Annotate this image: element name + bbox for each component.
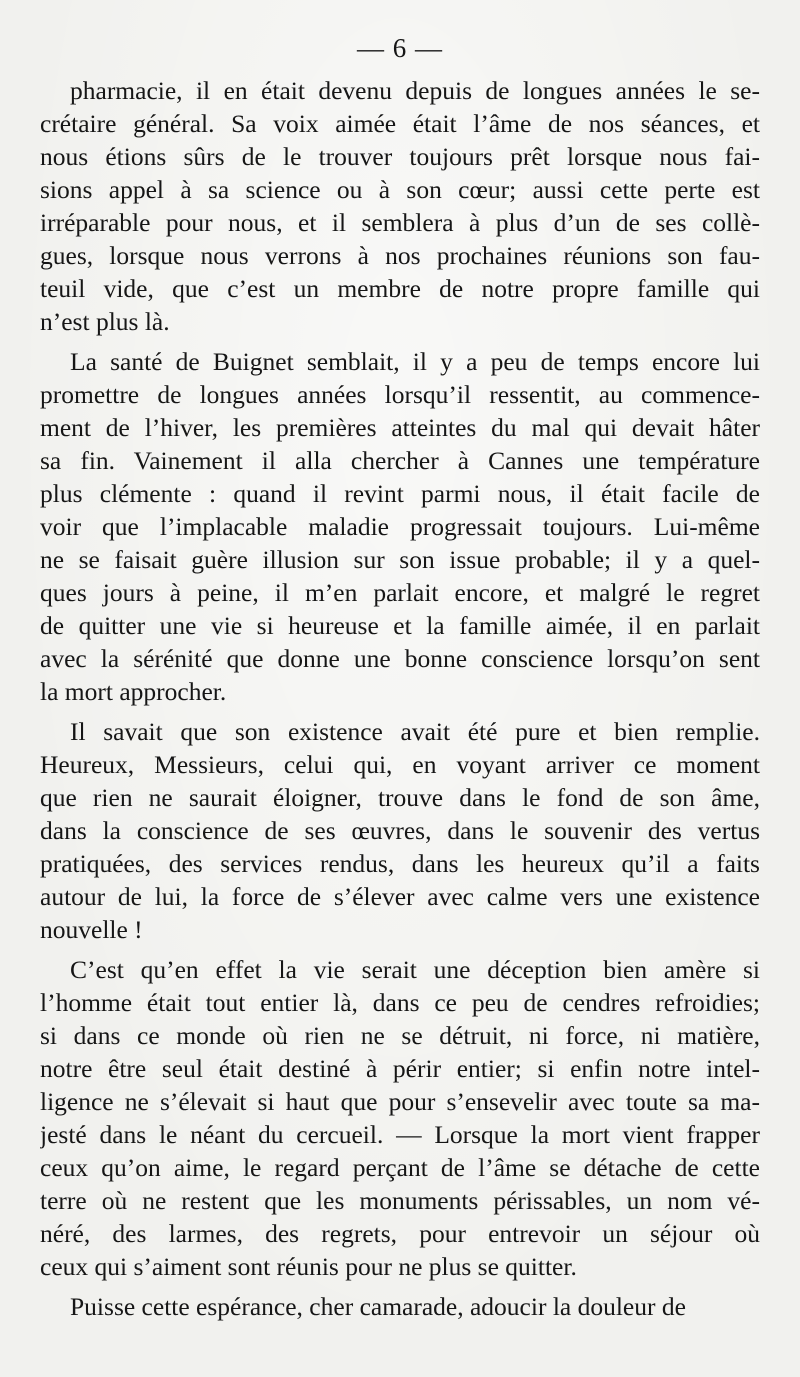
text-line: C’est qu’en effet la vie serait une déception bien amère si (70, 955, 760, 984)
text-line: sa fin. Vainement il alla chercher à Cannes une température (40, 446, 760, 475)
paragraph (40, 74, 760, 338)
text-line: Puisse cette espérance, cher camarade, adoucir la douleur de (70, 1292, 686, 1321)
text-line: La santé de Buignet semblait, il y a peu de temps encore lui (70, 347, 760, 376)
text-line: ceux qui s’aiment sont réunis pour ne plus se quitter. (40, 1252, 577, 1281)
text-line: autour de lui, la force de s’élever avec calme vers une existence (40, 882, 760, 911)
text-line: pharmacie, il en était devenu depuis de longues années le se- (70, 76, 760, 105)
text-line: n’est plus là. (40, 307, 170, 336)
text-line: la mort approcher. (40, 677, 227, 706)
text-line: terre où ne restent que les monuments périssables, un nom vé- (40, 1186, 760, 1215)
text-line: plus clémente : quand il revint parmi nous, il était facile de (40, 479, 760, 508)
text-line: ne se faisait guère illusion sur son issue probable; il y a quel- (40, 545, 760, 574)
paragraph (40, 1290, 760, 1323)
text-line: que rien ne saurait éloigner, trouve dans le fond de son âme, (40, 783, 760, 812)
text-line: pratiquées, des services rendus, dans les heureux qu’il a faits (40, 849, 760, 878)
page-number: — 6 — (357, 33, 443, 63)
paragraph (40, 715, 760, 946)
body-text (40, 74, 760, 1323)
text-line: Il savait que son existence avait été pure et bien remplie. (70, 717, 760, 746)
text-line: nouvelle ! (40, 915, 143, 944)
paragraph (40, 345, 760, 708)
text-line: avec la sérénité que donne une bonne conscience lorsqu’on sent (40, 644, 760, 673)
paragraph-gap (40, 708, 760, 715)
text-line: promettre de longues années lorsqu’il ressentit, au commence- (40, 380, 760, 409)
text-line: si dans ce monde où rien ne se détruit, ni force, ni matière, (40, 1021, 760, 1050)
text-line: gues, lorsque nous verrons à nos prochaines réunions son fau- (40, 241, 760, 270)
paragraph-gap (40, 946, 760, 953)
text-line: néré, des larmes, des regrets, pour entrevoir un séjour où (40, 1219, 760, 1248)
text-line: jesté dans le néant du cercueil. — Lorsque la mort vient frapper (40, 1120, 760, 1149)
text-line: crétaire général. Sa voix aimée était l’âme de nos séances, et (40, 109, 760, 138)
text-line: nous étions sûrs de le trouver toujours prêt lorsque nous fai- (40, 142, 760, 171)
paragraph-gap (40, 1283, 760, 1290)
text-line: ceux qu’on aime, le regard perçant de l’âme se détache de cette (40, 1153, 760, 1182)
paragraph-gap (40, 338, 760, 345)
text-line: voir que l’implacable maladie progressait toujours. Lui-même (40, 512, 760, 541)
text-line: notre être seul était destiné à périr entier; si enfin notre intel- (40, 1054, 760, 1083)
text-line: dans la conscience de ses œuvres, dans le souvenir des vertus (40, 816, 760, 845)
text-line: sions appel à sa science ou à son cœur; aussi cette perte est (40, 175, 760, 204)
text-line: ment de l’hiver, les premières atteintes du mal qui devait hâter (40, 413, 760, 442)
text-line: irréparable pour nous, et il semblera à plus d’un de ses collè- (40, 208, 760, 237)
text-line: teuil vide, que c’est un membre de notre propre famille qui (40, 274, 760, 303)
paragraph (40, 953, 760, 1283)
text-line: ligence ne s’élevait si haut que pour s’ensevelir avec toute sa ma- (40, 1087, 760, 1116)
text-line: ques jours à peine, il m’en parlait encore, et malgré le regret (40, 578, 760, 607)
text-line: l’homme était tout entier là, dans ce peu de cendres refroidies; (40, 988, 760, 1017)
text-line: de quitter une vie si heureuse et la famille aimée, il en parlait (40, 611, 760, 640)
text-line: Heureux, Messieurs, celui qui, en voyant arriver ce moment (40, 750, 760, 779)
